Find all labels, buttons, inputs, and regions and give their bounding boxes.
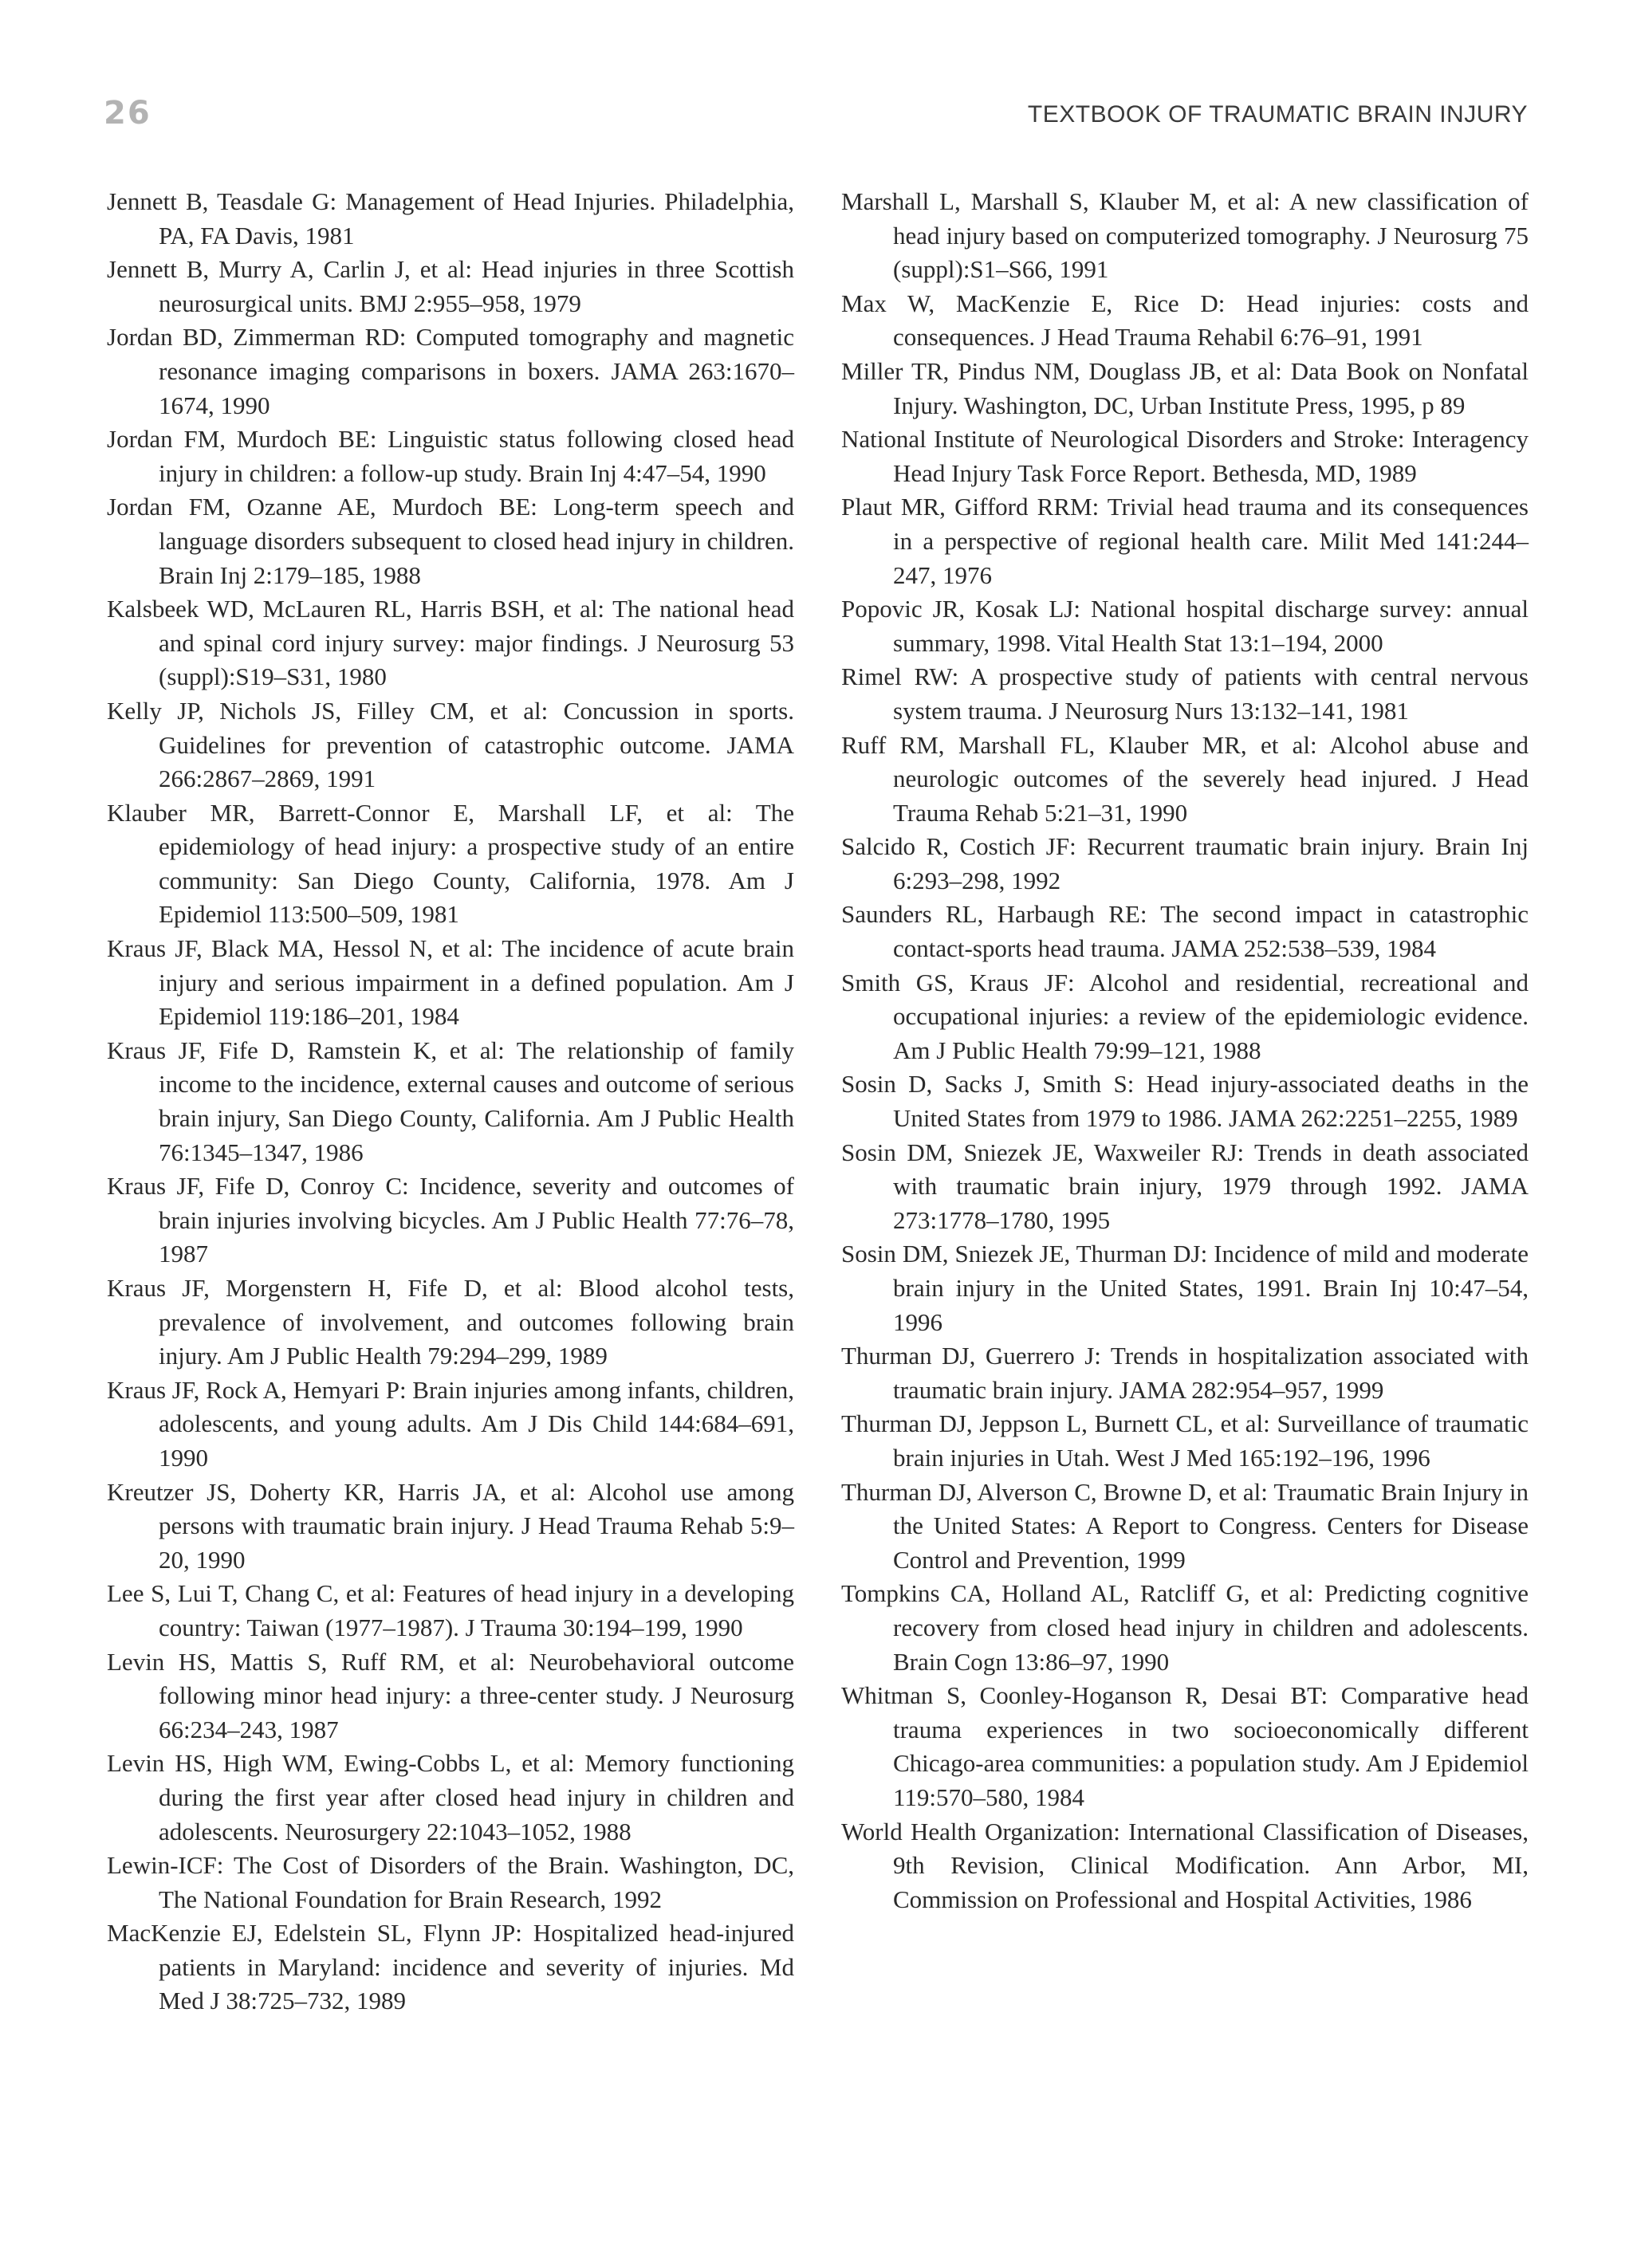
references-column-right <box>841 185 1529 1916</box>
reference-entry: Sosin D, Sacks J, Smith S: Head injury-associated deaths in the United States from 1979 to 1986. JAMA 262:2251–2255, 1989 <box>841 1070 1529 1133</box>
reference-entry: Tompkins CA, Holland AL, Ratcliff G, et al: Predicting cognitive recovery from closed head injury in children and adolescents. Brain Cogn 13:86–97, 1990 <box>841 1579 1529 1676</box>
reference-entry: Max W, MacKenzie E, Rice D: Head injuries: costs and consequences. J Head Trauma Rehabil 6:76–91, 1991 <box>841 289 1529 352</box>
references-column-left <box>107 185 794 2018</box>
reference-entry: Thurman DJ, Alverson C, Browne D, et al: Traumatic Brain Injury in the United States: A Report to Congress. Centers for Disease Control and Prevention, 1999 <box>841 1477 1529 1574</box>
reference-entry: Sosin DM, Sniezek JE, Waxweiler RJ: Trends in death associated with traumatic brain injury, 1979 through 1992. JAMA 273:1778–1780, 1995 <box>841 1138 1529 1234</box>
reference-entry: Jennett B, Teasdale G: Management of Head Injuries. Philadelphia, PA, FA Davis, 1981 <box>107 187 794 250</box>
reference-entry: Thurman DJ, Guerrero J: Trends in hospitalization associated with traumatic brain injury. JAMA 282:954–957, 1999 <box>841 1342 1529 1404</box>
reference-entry: Rimel RW: A prospective study of patients with central nervous system trauma. J Neurosurg Nurs 13:132–141, 1981 <box>841 662 1529 725</box>
reference-entry: Jordan BD, Zimmerman RD: Computed tomography and magnetic resonance imaging comparisons in boxers. JAMA 263:1670–1674, 1990 <box>107 323 794 419</box>
reference-entry: World Health Organization: International Classification of Diseases, 9th Revision, Clinical Modification. Ann Arbor, MI, Commission on Professional and Hospital Activities, 1986 <box>841 1817 1529 1913</box>
reference-entry: Popovic JR, Kosak LJ: National hospital discharge survey: annual summary, 1998. Vital Health Stat 13:1–194, 2000 <box>841 595 1529 657</box>
reference-entry: National Institute of Neurological Disorders and Stroke: Interagency Head Injury Task Force Report. Bethesda, MD, 1989 <box>841 425 1529 487</box>
reference-entry: Kalsbeek WD, McLauren RL, Harris BSH, et al: The national head and spinal cord injury survey: major findings. J Neurosurg 53 (suppl):S19–S31, 1980 <box>107 595 794 691</box>
reference-entry: Lewin-ICF: The Cost of Disorders of the Brain. Washington, DC, The National Foundation for Brain Research, 1992 <box>107 1851 794 1913</box>
reference-entry: Smith GS, Kraus JF: Alcohol and residential, recreational and occupational injuries: a review of the epidemiologic evidence. Am J Public Health 79:99–121, 1988 <box>841 968 1529 1064</box>
page-number: 26 <box>104 95 151 132</box>
reference-entry: Kelly JP, Nichols JS, Filley CM, et al: Concussion in sports. Guidelines for prevention of catastrophic outcome. JAMA 266:2867–2869, 1991 <box>107 696 794 793</box>
reference-entry: Miller TR, Pindus NM, Douglass JB, et al: Data Book on Nonfatal Injury. Washington, DC, Urban Institute Press, 1995, p 89 <box>841 356 1529 419</box>
reference-entry: Jordan FM, Murdoch BE: Linguistic status following closed head injury in children: a follow-up study. Brain Inj 4:47–54, 1990 <box>107 425 794 487</box>
reference-entry: Jordan FM, Ozanne AE, Murdoch BE: Long-term speech and language disorders subsequent to closed head injury in children. Brain Inj 2:179–185, 1988 <box>107 493 794 589</box>
reference-entry: Plaut MR, Gifford RRM: Trivial head trauma and its consequences in a perspective of regional health care. Milit Med 141:244–247, 1976 <box>841 493 1529 589</box>
reference-entry: Levin HS, High WM, Ewing-Cobbs L, et al: Memory functioning during the first year after closed head injury in children and adolescents. Neurosurgery 22:1043–1052, 1988 <box>107 1749 794 1845</box>
reference-entry: Kraus JF, Fife D, Ramstein K, et al: The relationship of family income to the incidence, external causes and outcome of serious brain injury, San Diego County, California. Am J Public Health 76:1345–1347, 1986 <box>107 1036 794 1166</box>
reference-entry: Kraus JF, Black MA, Hessol N, et al: The incidence of acute brain injury and serious impairment in a defined population. Am J Epidemiol 119:186–201, 1984 <box>107 934 794 1031</box>
reference-entry: Levin HS, Mattis S, Ruff RM, et al: Neurobehavioral outcome following minor head injury: a three-center study. J Neurosurg 66:234–243, 1987 <box>107 1647 794 1743</box>
reference-entry: Klauber MR, Barrett-Connor E, Marshall LF, et al: The epidemiology of head injury: a prospective study of an entire community: San Diego County, California, 1978. Am J Epidemiol 113:500–509, 1981 <box>107 798 794 929</box>
reference-entry: Thurman DJ, Jeppson L, Burnett CL, et al: Surveillance of traumatic brain injuries in Utah. West J Med 165:192–196, 1996 <box>841 1409 1529 1472</box>
reference-entry: Kreutzer JS, Doherty KR, Harris JA, et al: Alcohol use among persons with traumatic brain injury. J Head Trauma Rehab 5:9–20, 1990 <box>107 1477 794 1574</box>
reference-entry: Kraus JF, Morgenstern H, Fife D, et al: Blood alcohol tests, prevalence of involvement, and outcomes following brain injury. Am J Public Health 79:294–299, 1989 <box>107 1274 794 1370</box>
reference-entry: Jennett B, Murry A, Carlin J, et al: Head injuries in three Scottish neurosurgical units. BMJ 2:955–958, 1979 <box>107 255 794 317</box>
running-head: TEXTBOOK OF TRAUMATIC BRAIN INJURY <box>1027 101 1528 128</box>
reference-entry: Kraus JF, Rock A, Hemyari P: Brain injuries among infants, children, adolescents, and young adults. Am J Dis Child 144:684–691, 1990 <box>107 1375 794 1472</box>
reference-entry: Ruff RM, Marshall FL, Klauber MR, et al: Alcohol abuse and neurologic outcomes of the severely head injured. J Head Trauma Rehab 5:21–31, 1990 <box>841 730 1529 827</box>
reference-entry: Saunders RL, Harbaugh RE: The second impact in catastrophic contact-sports head trauma. JAMA 252:538–539, 1984 <box>841 900 1529 963</box>
reference-entry: MacKenzie EJ, Edelstein SL, Flynn JP: Hospitalized head-injured patients in Maryland: incidence and severity of injuries. Md Med J 38:725–732, 1989 <box>107 1919 794 2015</box>
reference-entry: Kraus JF, Fife D, Conroy C: Incidence, severity and outcomes of brain injuries involving bicycles. Am J Public Health 77:76–78, 1987 <box>107 1172 794 1268</box>
reference-entry: Whitman S, Coonley-Hoganson R, Desai BT: Comparative head trauma experiences in two socioeconomically different Chicago-area communities: a population study. Am J Epidemiol 119:570–580, 1984 <box>841 1681 1529 1811</box>
reference-entry: Salcido R, Costich JF: Recurrent traumatic brain injury. Brain Inj 6:293–298, 1992 <box>841 832 1529 894</box>
reference-entry: Marshall L, Marshall S, Klauber M, et al: A new classification of head injury based on computerized tomography. J Neurosurg 75 (suppl):S1–S66, 1991 <box>841 187 1529 284</box>
reference-entry: Sosin DM, Sniezek JE, Thurman DJ: Incidence of mild and moderate brain injury in the United States, 1991. Brain Inj 10:47–54, 1996 <box>841 1240 1529 1336</box>
reference-entry: Lee S, Lui T, Chang C, et al: Features of head injury in a developing country: Taiwan (1977–1987). J Trauma 30:194–199, 1990 <box>107 1579 794 1641</box>
